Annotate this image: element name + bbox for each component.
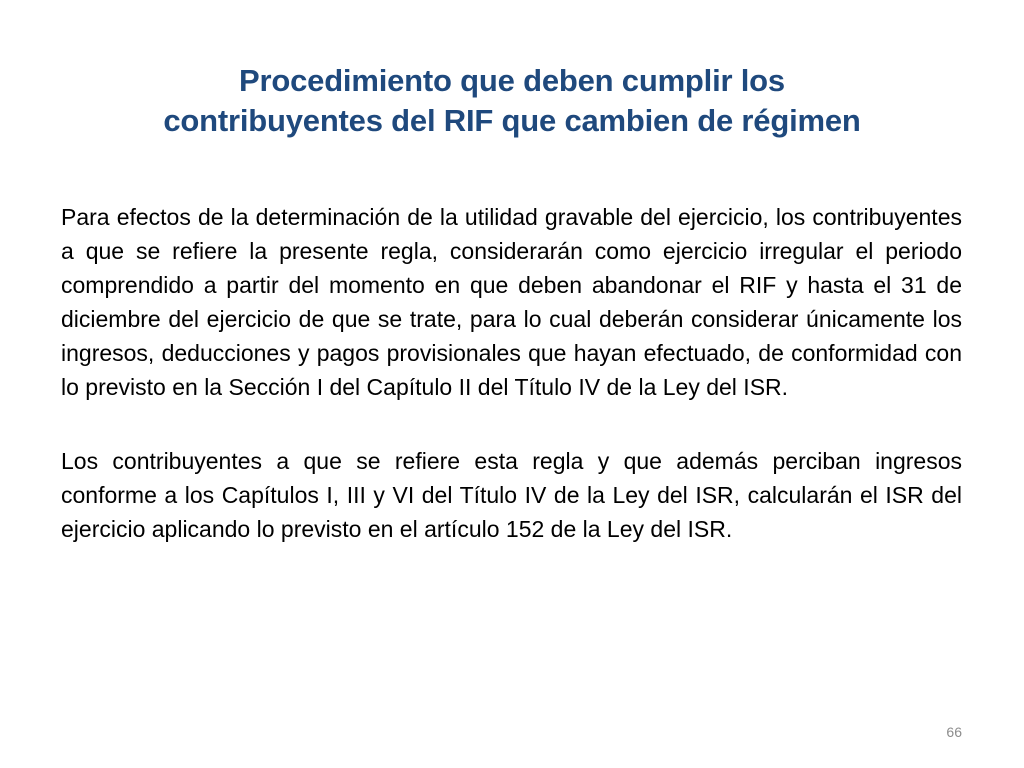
body-paragraph-2: Los contribuyentes a que se refiere esta regla y que además perciban ingresos conforme a los Capítulos I, III y VI del Título IV de la Ley del ISR, calcularán el ISR del ejercicio aplicando lo previsto en el artículo 152 de la Ley del ISR. [61, 448, 962, 542]
slide-title-line-2: contribuyentes del RIF que cambien de régimen [163, 102, 861, 138]
slide-title [60, 61, 964, 141]
slide-body [61, 200, 962, 586]
slide-title-line-1: Procedimiento que deben cumplir los [239, 62, 785, 98]
page-number: 66 [946, 724, 962, 740]
body-paragraph-1: Para efectos de la determinación de la utilidad gravable del ejercicio, los contribuyentes a que se refiere la presente regla, considerarán como ejercicio irregular el periodo comprendido a partir del momento en que deben abandonar el RIF y hasta el 31 de diciembre del ejercicio de que se trate, para lo cual deberán considerar únicamente los ingresos, deducciones y pagos provisionales que hayan efectuado, de conformidad con lo previsto en la Sección I del Capítulo II del Título IV de la Ley del ISR. [61, 204, 962, 400]
